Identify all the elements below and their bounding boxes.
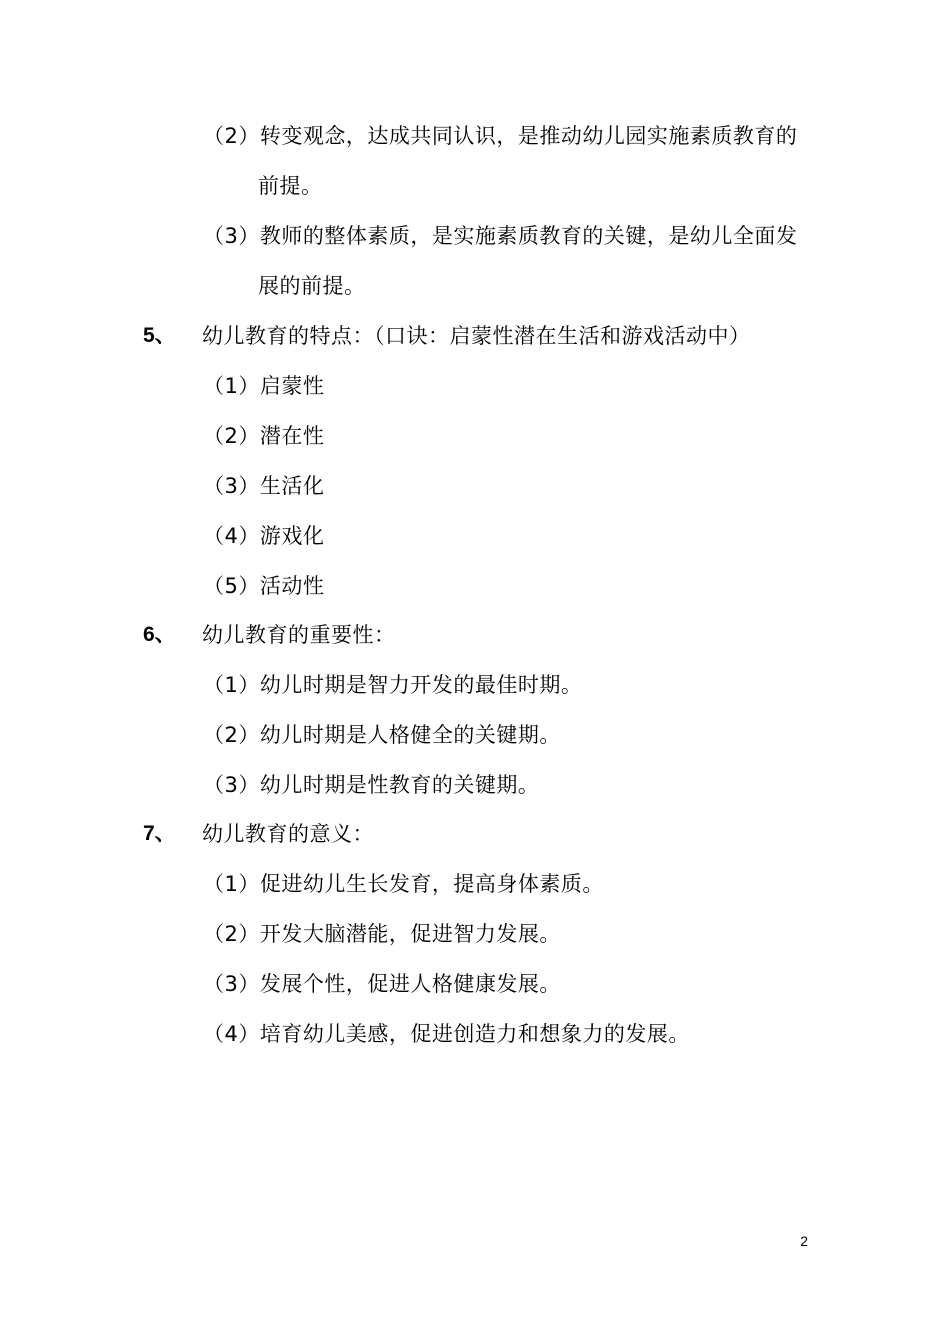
page-number: 2 <box>800 1233 808 1249</box>
list-item-prev-2-line2: 前提。 <box>258 174 323 198</box>
list-item-prev-3-line1: （3）教师的整体素质，是实施素质教育的关键，是幼儿全面发 <box>203 224 798 248</box>
section-6-item-2: （2）幼儿时期是人格健全的关键期。 <box>203 723 561 747</box>
list-item-prev-2-line1: （2）转变观念，达成共同认识，是推动幼儿园实施素质教育的 <box>203 124 798 148</box>
section-7-item-4: （4）培育幼儿美感，促进创造力和想象力的发展。 <box>203 1022 690 1046</box>
section-5-heading: 幼儿教育的特点：（口诀：启蒙性潜在生活和游戏活动中） <box>202 324 751 348</box>
list-item-prev-3-line2: 展的前提。 <box>258 274 366 298</box>
section-5-item-5: （5）活动性 <box>203 574 325 598</box>
section-6-number: 6、 <box>143 623 176 646</box>
section-7-item-3: （3）发展个性，促进人格健康发展。 <box>203 972 561 996</box>
section-7-number: 7、 <box>143 822 176 845</box>
section-6-item-3: （3）幼儿时期是性教育的关键期。 <box>203 773 540 797</box>
section-7-item-1: （1）促进幼儿生长发育，提高身体素质。 <box>203 872 604 896</box>
section-7-heading: 幼儿教育的意义： <box>202 822 374 846</box>
section-5-item-4: （4）游戏化 <box>203 524 325 548</box>
section-5-item-1: （1）启蒙性 <box>203 374 325 398</box>
section-6-heading: 幼儿教育的重要性： <box>202 623 396 647</box>
section-7-item-2: （2）开发大脑潜能，促进智力发展。 <box>203 922 561 946</box>
section-5-item-2: （2）潜在性 <box>203 424 325 448</box>
section-5-item-3: （3）生活化 <box>203 474 325 498</box>
section-6-item-1: （1）幼儿时期是智力开发的最佳时期。 <box>203 673 583 697</box>
section-5-number: 5、 <box>143 324 176 347</box>
